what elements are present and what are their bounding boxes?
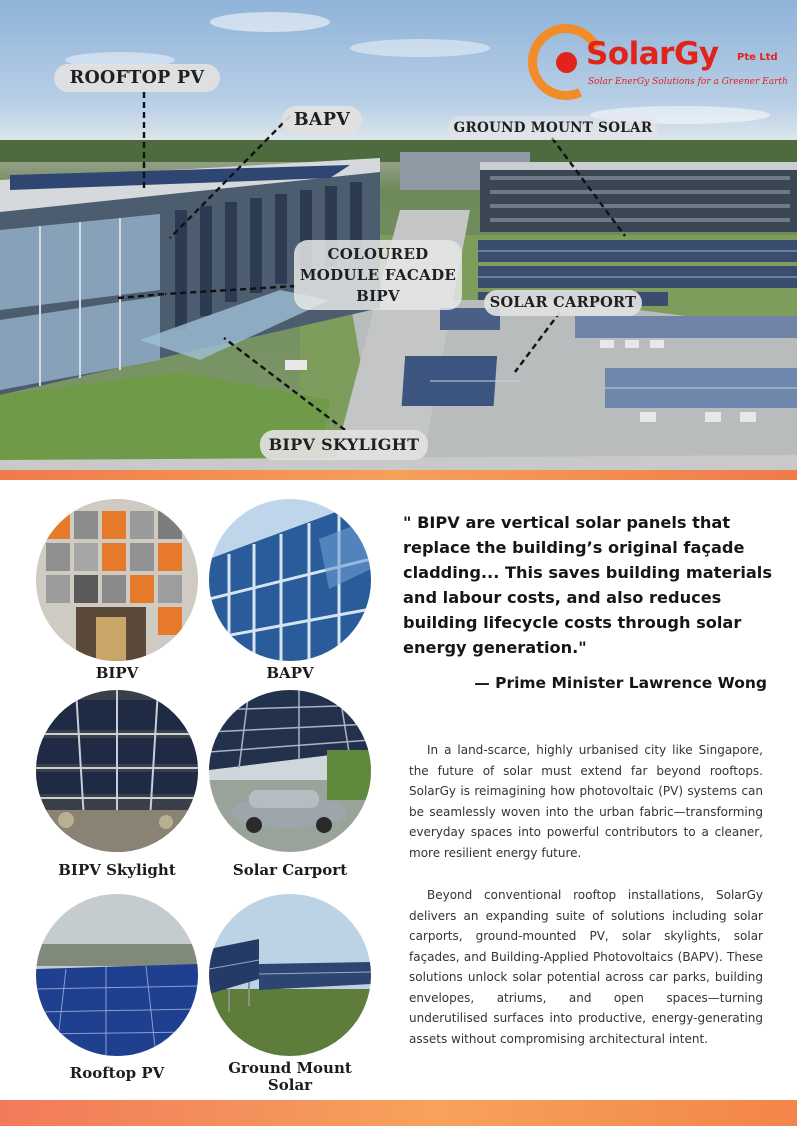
caption-bipv-skylight: BIPV Skylight xyxy=(58,861,176,879)
logo-suffix: Pte Ltd xyxy=(737,52,778,63)
rooftop-photo xyxy=(36,894,198,1056)
facade-line-2: MODULE FACADE xyxy=(299,266,457,284)
solutions-paragraph: Beyond conventional rooftop installations, SolarGy delivers an expanding suite of solutions including solar carports, ground-mounted PV, solar skylights, solar façades, and Building-Applied Photovoltaics (BAPV). These solutions unlock solar potential across car parks, building envelopes, atriums, and open spaces—turning underutilised surfaces into productive, energy-generating assets without compromising architectural intent. xyxy=(409,888,763,1046)
caption-rooftop-pv: Rooftop PV xyxy=(69,1064,165,1082)
caption-bipv: BIPV xyxy=(95,664,139,682)
bipv-facade-photo xyxy=(36,499,198,661)
logo-tagline: Solar EnerGy Solutions for a Greener Earth xyxy=(588,77,788,87)
footer-band xyxy=(0,1100,797,1126)
logo-wordmark: SolarGy xyxy=(586,36,719,72)
label-bapv: BAPV xyxy=(282,106,362,134)
label-rooftop-pv: ROOFTOP PV xyxy=(54,64,220,92)
caption-ground-mount-solar xyxy=(209,1060,371,1094)
caption-bapv: BAPV xyxy=(266,664,314,682)
caption-ground-mount-line-1: Ground Mount xyxy=(228,1059,352,1077)
caption-solar-carport: Solar Carport xyxy=(232,861,348,879)
logo-sun-dot-icon xyxy=(556,52,577,73)
label-ground-mount-solar: GROUND MOUNT SOLAR xyxy=(448,116,658,140)
caption-ground-mount-line-2: Solar xyxy=(267,1076,313,1094)
facade-line-1: COLOURED xyxy=(327,245,429,263)
label-coloured-module-facade xyxy=(294,240,462,310)
skylight-photo xyxy=(36,690,198,852)
ground-mount-photo xyxy=(209,894,371,1056)
carport-photo xyxy=(209,690,371,852)
solargy-logo xyxy=(528,22,790,102)
quote-attribution: — Prime Minister Lawrence Wong xyxy=(474,674,767,692)
intro-paragraph: In a land-scarce, highly urbanised city like Singapore, the future of solar must extend far beyond rooftops. SolarGy is reimagining how photovoltaic (PV) systems can be seamlessly woven into the urban fabric—transforming everyday spaces into powerful contributors to a cleaner, more resilient energy future. xyxy=(409,743,763,860)
pm-quote: " BIPV are vertical solar panels that replace the building’s original façade cladding... This saves building materials and labour costs, and also reduces building lifecycle costs through solar energy generation." xyxy=(403,513,772,657)
hero-aerial-image xyxy=(0,0,797,476)
facade-line-3: BIPV xyxy=(356,287,400,305)
bapv-glass-photo xyxy=(209,499,371,661)
label-solar-carport: SOLAR CARPORT xyxy=(484,290,642,316)
hero-divider-band xyxy=(0,470,797,480)
label-bipv-skylight: BIPV SKYLIGHT xyxy=(260,430,428,460)
